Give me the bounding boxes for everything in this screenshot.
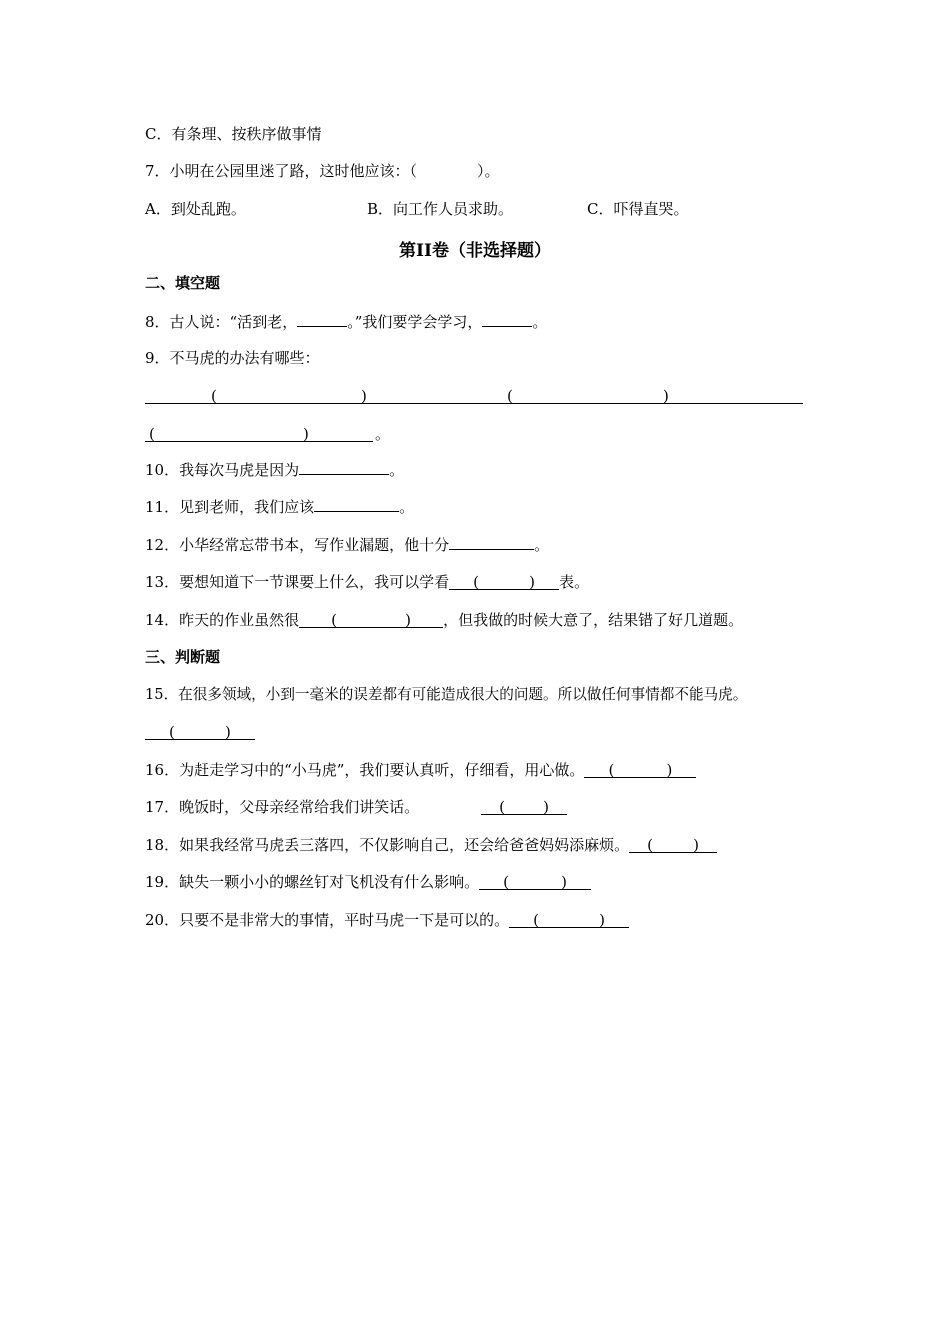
question-14: 14．昨天的作业虽然很 ( ) ，但我做的时候大意了，结果错了好几道题。 xyxy=(145,611,744,629)
answer-blank[interactable] xyxy=(449,535,534,550)
question-16: 16．为赶走学习中的“小马虎”，我们要认真听，仔细看，用心做。 ( ) xyxy=(145,760,696,780)
answer-blank[interactable] xyxy=(314,497,399,512)
question-19: 19．缺失一颗小小的螺丝钉对飞机没有什么影响。 ( ) xyxy=(145,872,591,892)
question-15: 15．在很多领域，小到一毫米的误差都有可能造成很大的问题。所以做任何事情都不能马虎。 xyxy=(145,686,748,703)
question-18: 18．如果我经常马虎丢三落四，不仅影响自己，还会给爸爸妈妈添麻烦。 ( ) xyxy=(145,835,717,855)
question-10: 10．我每次马虎是因为 。 xyxy=(145,461,405,479)
q7-option-c[interactable]: C．吓得直哭。 xyxy=(587,200,689,218)
answer-blank[interactable]: ( ) xyxy=(481,797,567,817)
q9-answer-line-1[interactable]: ( ) ( ) xyxy=(145,386,805,406)
question-9: 9．不马虎的办法有哪些： xyxy=(145,349,320,367)
section-title: 第II卷（非选择题） xyxy=(399,241,551,261)
question-11: 11．见到老师，我们应该 。 xyxy=(145,498,415,516)
question-17: 17．晚饭时，父母亲经常给我们讲笑话。 ( ) xyxy=(145,797,567,817)
q9-answer-line-2[interactable]: ( ) 。 xyxy=(145,424,405,444)
q7-option-b[interactable]: B．向工作人员求助。 xyxy=(367,200,514,218)
answer-blank[interactable]: ( ) xyxy=(509,910,629,930)
answer-blank[interactable]: ( ) xyxy=(584,760,696,780)
section-judge-heading: 三、判断题 xyxy=(145,648,221,666)
answer-blank[interactable]: ( ) xyxy=(479,872,591,892)
question-12: 12．小华经常忘带书本，写作业漏题，他十分 。 xyxy=(145,536,550,554)
q7-option-a[interactable]: A．到处乱跑。 xyxy=(145,200,246,218)
answer-blank[interactable] xyxy=(297,312,347,327)
answer-blank[interactable] xyxy=(482,312,532,327)
question-7: 7．小明在公园里迷了路，这时他应该：（ ）。 xyxy=(145,162,500,180)
question-20: 20．只要不是非常大的事情，平时马虎一下是可以的。 ( ) xyxy=(145,910,629,930)
answer-blank[interactable] xyxy=(299,460,389,475)
answer-blank[interactable]: ( ) xyxy=(299,610,443,630)
q15-answer-blank[interactable]: ( ) xyxy=(145,722,255,742)
question-8: 8．古人说：“活到老， 。”我们要学会学习， 。 xyxy=(145,313,548,331)
option-c-prev: C．有条理、按秩序做事情 xyxy=(145,125,322,143)
section-fill-blank-heading: 二、填空题 xyxy=(145,274,221,292)
question-13: 13．要想知道下一节课要上什么，我可以学看 ( ) 表。 xyxy=(145,573,590,591)
answer-blank[interactable]: ( ) xyxy=(629,835,717,855)
answer-blank[interactable]: ( ) xyxy=(449,572,559,592)
